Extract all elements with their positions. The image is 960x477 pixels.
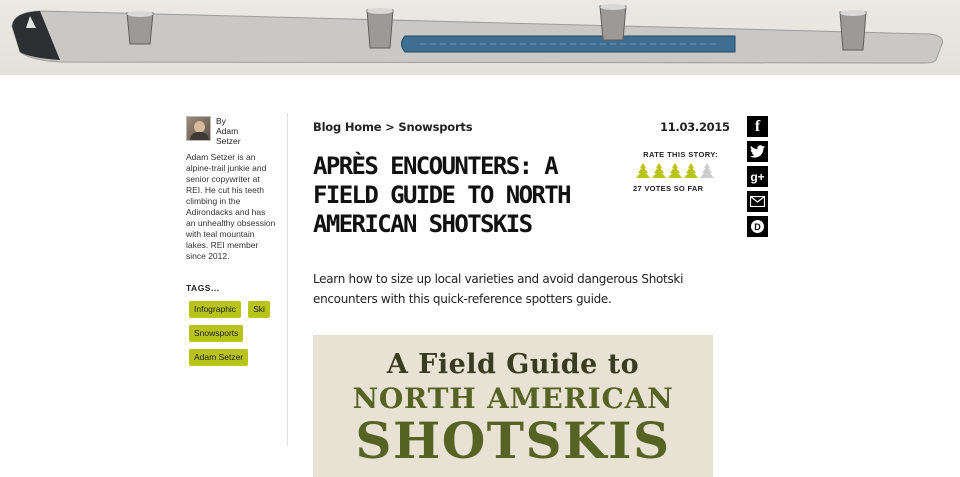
article-title: APRÈS ENCOUNTERS: A FIELD GUIDE TO NORTH AMERICAN SHOTSKIS [313,152,570,238]
email-share-button[interactable] [747,191,768,212]
rating-tree-icon[interactable] [652,163,666,179]
author-name-link[interactable]: Adam Setzer [216,126,241,146]
breadcrumb[interactable]: Blog Home > Snowsports [313,120,473,134]
twitter-icon [750,145,765,158]
email-icon [750,196,765,207]
tag-infographic[interactable]: Infographic [189,301,241,318]
article-main [313,120,730,306]
ski-shotski-illustration [0,0,960,75]
infographic-line-2: NORTH AMERICAN [352,382,674,415]
twitter-share-button[interactable] [747,141,768,162]
column-divider [287,113,288,446]
disqus-comment-button[interactable] [747,216,768,237]
by-label: By [216,116,226,126]
infographic-image[interactable] [313,335,713,477]
disqus-icon [750,219,765,234]
author-bio: Adam Setzer is an alpine-trail junkie and senior copywriter at REI. He cut his teeth climbing in the Adirondacks and has an unhealthy obsession with teal mountain lakes. REI member since 2012. [186,152,276,261]
facebook-icon: f [754,117,761,135]
author-avatar[interactable] [186,116,211,141]
tag-adam-setzer[interactable]: Adam Setzer [189,349,248,366]
rating-tree-icon[interactable] [668,163,682,179]
story-rating [633,150,718,193]
rating-tree-icon[interactable] [700,163,714,179]
rating-label: RATE THIS STORY: [643,150,718,159]
article-lede: Learn how to size up local varieties and avoid dangerous Shotski encounters with this quick-reference spotters guide. [313,272,684,306]
tag-snowsports[interactable]: Snowsports [189,325,243,342]
author-sidebar [186,116,276,373]
infographic-line-3: SHOTSKIS [355,411,671,470]
tag-list [186,301,276,373]
tag-ski[interactable]: Ski [248,301,270,318]
rating-tree-icon[interactable] [636,163,650,179]
rating-tree-icon[interactable] [684,163,698,179]
google-plus-icon: g+ [750,169,765,184]
google-plus-share-button[interactable] [747,166,768,187]
facebook-share-button[interactable] [747,116,768,137]
author-byline [186,116,276,146]
tags-heading: TAGS... [186,283,220,293]
social-share-bar [747,116,768,241]
infographic-line-1: A Field Guide to [386,349,640,380]
vote-count: 27 VOTES SO FAR [633,184,704,193]
author-name-block [216,116,250,146]
rating-trees[interactable] [636,163,718,179]
svg-text:D: D [754,222,761,232]
hero-banner [0,0,960,75]
publish-date: 11.03.2015 [660,120,730,134]
